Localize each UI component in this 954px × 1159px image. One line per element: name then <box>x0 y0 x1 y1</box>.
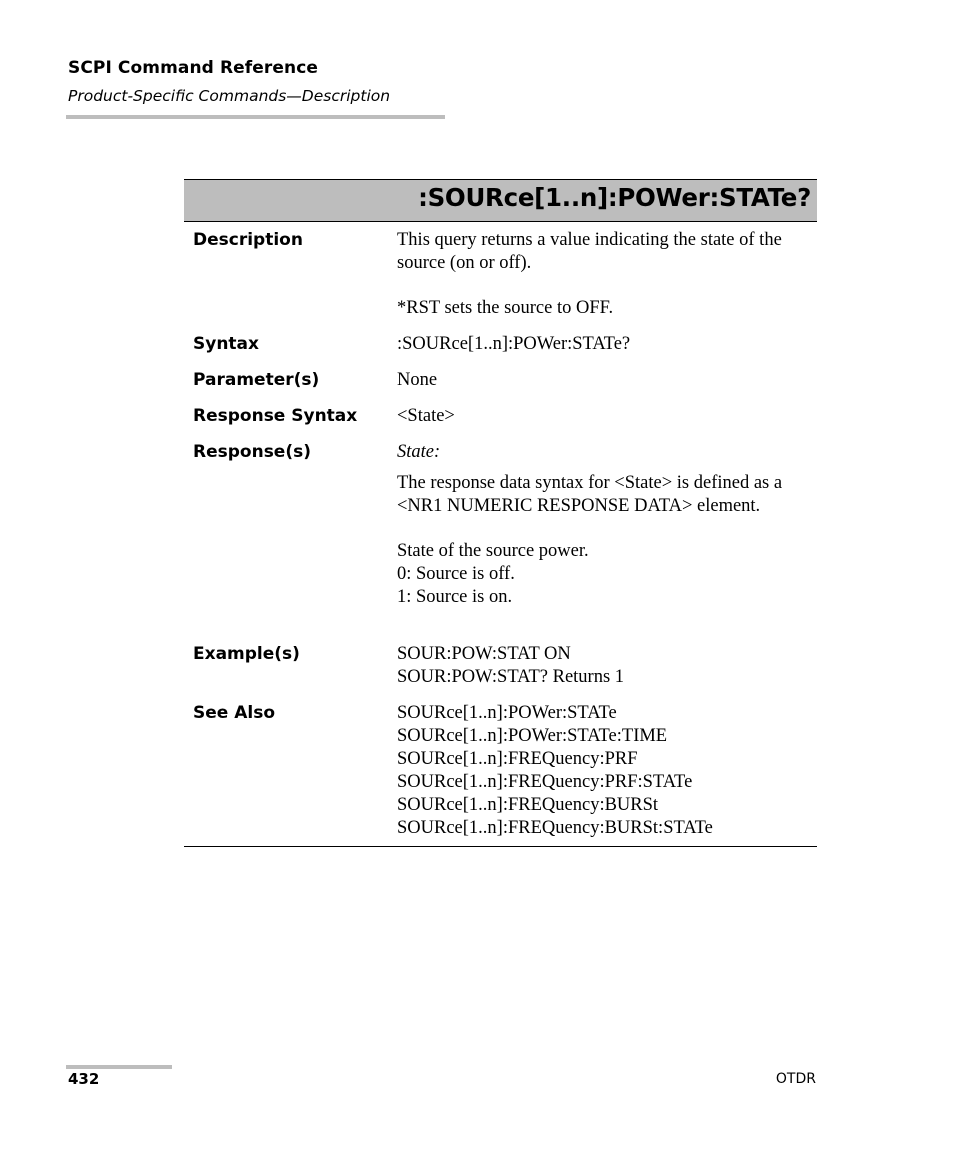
parameters-value: None <box>397 370 438 390</box>
footer-divider <box>66 1065 172 1069</box>
response-line: 0: Source is off. <box>397 564 515 584</box>
examples-label: Example(s) <box>193 644 300 664</box>
product-name: OTDR <box>775 1071 816 1087</box>
response-line: State of the source power. <box>397 541 589 561</box>
description-value <box>397 229 815 320</box>
syntax-label: Syntax <box>193 334 259 354</box>
syntax-value: :SOURce[1..n]:POWer:STATe? <box>397 334 631 354</box>
example-line: SOUR:POW:STAT? Returns 1 <box>397 667 625 687</box>
description-rst-text: *RST sets the source to OFF. <box>397 298 614 318</box>
page-number: 432 <box>68 1070 100 1088</box>
response-line: 1: Source is on. <box>397 587 513 607</box>
examples-value <box>397 643 815 689</box>
description-label: Description <box>193 230 303 250</box>
see-also-label: See Also <box>193 703 276 723</box>
see-also-item: SOURce[1..n]:POWer:STATe:TIME <box>397 726 668 746</box>
parameters-label: Parameter(s) <box>193 370 320 390</box>
response-syntax-value: <State> <box>397 406 455 426</box>
command-title: :SOURce[1..n]:POWer:STATe? <box>418 183 811 212</box>
header-divider <box>66 115 445 119</box>
responses-label: Response(s) <box>193 442 311 462</box>
running-header-title: SCPI Command Reference <box>68 58 319 78</box>
table-bottom-rule <box>184 846 817 847</box>
description-text: This query returns a value indicating the state of the source (on or off). <box>397 230 782 273</box>
response-param-name: State: <box>397 442 441 462</box>
see-also-item: SOURce[1..n]:FREQuency:PRF:STATe <box>397 772 693 792</box>
see-also-item: SOURce[1..n]:FREQuency:PRF <box>397 749 638 769</box>
response-syntax-description: The response data syntax for <State> is defined as a <NR1 NUMERIC RESPONSE DATA> element. <box>397 473 783 516</box>
running-header-subtitle: Product-Specific Commands—Description <box>68 87 391 105</box>
see-also-value <box>397 702 815 840</box>
command-title-bar <box>184 179 817 222</box>
response-syntax-label: Response Syntax <box>193 406 358 426</box>
see-also-item: SOURce[1..n]:FREQuency:BURSt <box>397 795 659 815</box>
see-also-item: SOURce[1..n]:FREQuency:BURSt:STATe <box>397 818 713 838</box>
responses-value <box>397 441 815 609</box>
see-also-item: SOURce[1..n]:POWer:STATe <box>397 703 617 723</box>
example-line: SOUR:POW:STAT ON <box>397 644 571 664</box>
